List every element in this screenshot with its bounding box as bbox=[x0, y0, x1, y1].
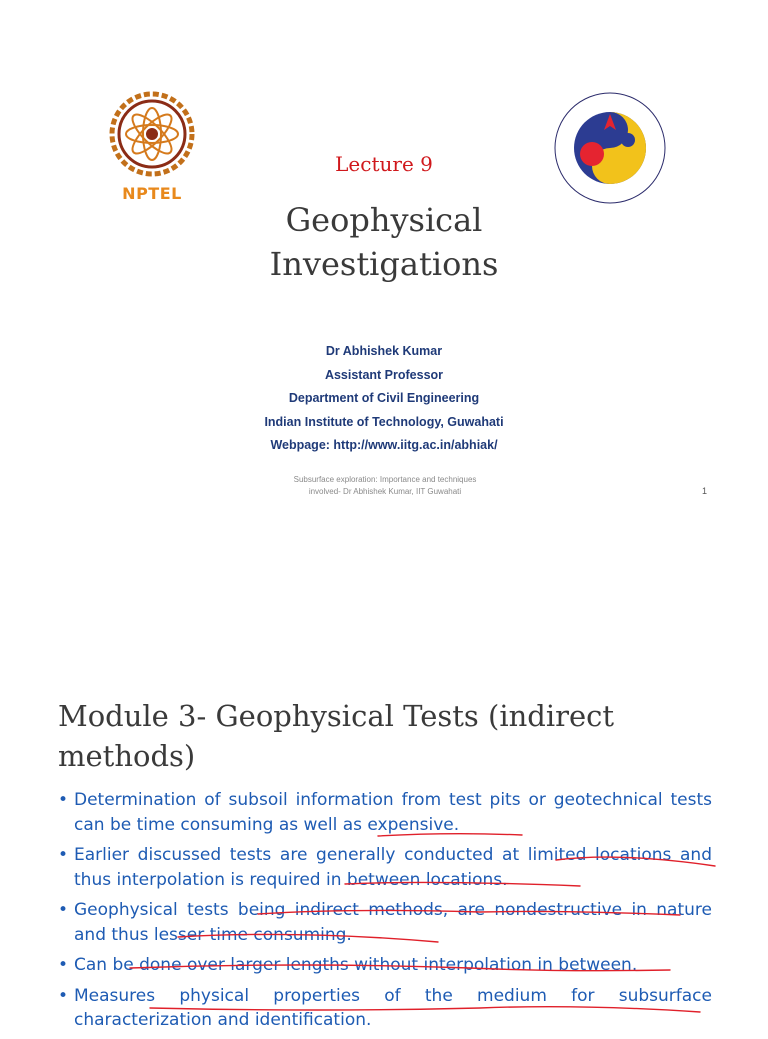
bullet-item: • Earlier discussed tests are generally conducted at limited locations and thus interpolation is required in between locations. bbox=[58, 843, 712, 892]
bullet-item: • Geophysical tests being indirect methods, are nondestructive in nature and thus lesser time consuming. bbox=[58, 898, 712, 947]
author-department: Department of Civil Engineering bbox=[288, 391, 480, 405]
iitg-emblem-icon bbox=[552, 90, 668, 206]
bullet-item: • Measures physical properties of the medium for subsurface characterization and identification. bbox=[58, 984, 712, 1033]
slide-title-line1: Geophysical bbox=[285, 201, 483, 239]
module-title: Module 3- Geophysical Tests (indirect methods) bbox=[58, 699, 615, 773]
author-institute: Indian Institute of Technology, Guwahati bbox=[264, 414, 504, 429]
nptel-logo-text: NPTEL bbox=[122, 184, 182, 203]
bullet-item: • Can be done over larger lengths without interpolation in between. bbox=[58, 953, 712, 978]
page-number: 1 bbox=[702, 486, 708, 496]
author-name: Dr Abhishek Kumar bbox=[325, 344, 443, 358]
content-slide bbox=[0, 640, 768, 1030]
iitg-logo bbox=[552, 90, 668, 206]
slide-title bbox=[0, 198, 768, 286]
author-webpage[interactable]: Webpage: http://www.iitg.ac.in/abhiak/ bbox=[270, 438, 498, 452]
nptel-logo bbox=[104, 88, 200, 208]
slide-title-line2: Investigations bbox=[269, 245, 499, 283]
footer-line2: involved- Dr Abhishek Kumar, IIT Guwahati bbox=[308, 487, 462, 496]
bullet-list bbox=[58, 788, 712, 1039]
bullet-item: • Determination of subsoil information from test pits or geotechnical tests can be time consuming as well as expensive. bbox=[58, 788, 712, 837]
lecture-number: Lecture 9 bbox=[335, 152, 433, 176]
slide-footer bbox=[260, 474, 510, 498]
footer-line1: Subsurface exploration: Importance and techniques bbox=[293, 475, 477, 484]
author-position: Assistant Professor bbox=[324, 367, 444, 382]
author-block bbox=[0, 340, 768, 458]
